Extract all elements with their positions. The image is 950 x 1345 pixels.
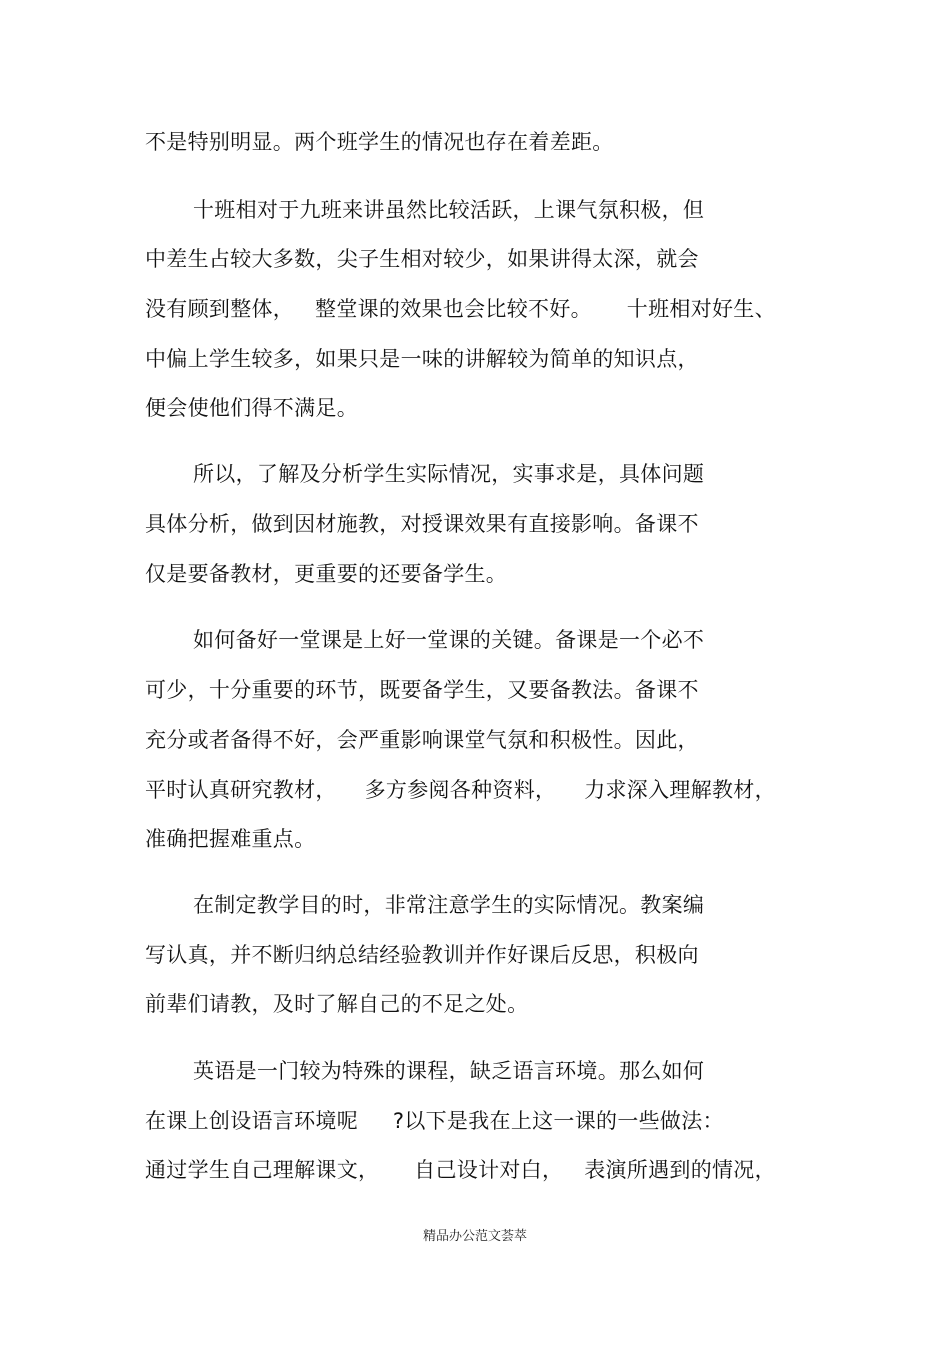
text-line: 如何备好一堂课是上好一堂课的关键。备课是一个必不	[193, 628, 705, 652]
text-line: 前辈们请教，及时了解自己的不足之处。	[145, 992, 529, 1016]
text-line: 准确把握难重点。	[145, 827, 316, 851]
text-line: 具体分析，做到因材施教，对授课效果有直接影响。备课不	[145, 512, 699, 536]
text-line: 不是特别明显。两个班学生的情况也存在着差距。	[145, 130, 614, 154]
text-line: 写认真，并不断归纳总结经验教训并作好课后反思，积极向	[145, 943, 699, 967]
text-line: 充分或者备得不好，会严重影响课堂气氛和积极性。因此，	[145, 728, 699, 752]
text-line: 可少，十分重要的环节，既要备学生，又要备教法。备课不	[145, 678, 699, 702]
text-line: 没有顾到整体， 整堂课的效果也会比较不好。 十班相对好生、	[145, 297, 776, 321]
text-line: 在课上创设语言环境呢 ?以下是我在上这一课的一些做法：	[145, 1109, 724, 1133]
text-line: 中差生占较大多数，尖子生相对较少，如果讲得太深，就会	[145, 247, 699, 271]
text-line: 在制定教学目的时，非常注意学生的实际情况。教案编	[193, 893, 705, 917]
text-line: 仅是要备教材，更重要的还要备学生。	[145, 562, 508, 586]
text-line: 英语是一门较为特殊的课程，缺乏语言环境。那么如何	[193, 1059, 705, 1083]
page-footer: 精品办公范文荟萃	[422, 1229, 527, 1244]
text-line: 十班相对于九班来讲虽然比较活跃，上课气氛积极，但	[193, 198, 705, 222]
text-line: 中偏上学生较多，如果只是一味的讲解较为简单的知识点，	[145, 347, 699, 371]
text-line: 便会使他们得不满足。	[145, 396, 358, 420]
text-line: 通过学生自己理解课文， 自己设计对白， 表演所遇到的情况，	[145, 1158, 776, 1182]
text-line: 平时认真研究教材， 多方参阅各种资料， 力求深入理解教材，	[145, 778, 776, 802]
text-line: 所以，了解及分析学生实际情况，实事求是，具体问题	[193, 462, 705, 486]
